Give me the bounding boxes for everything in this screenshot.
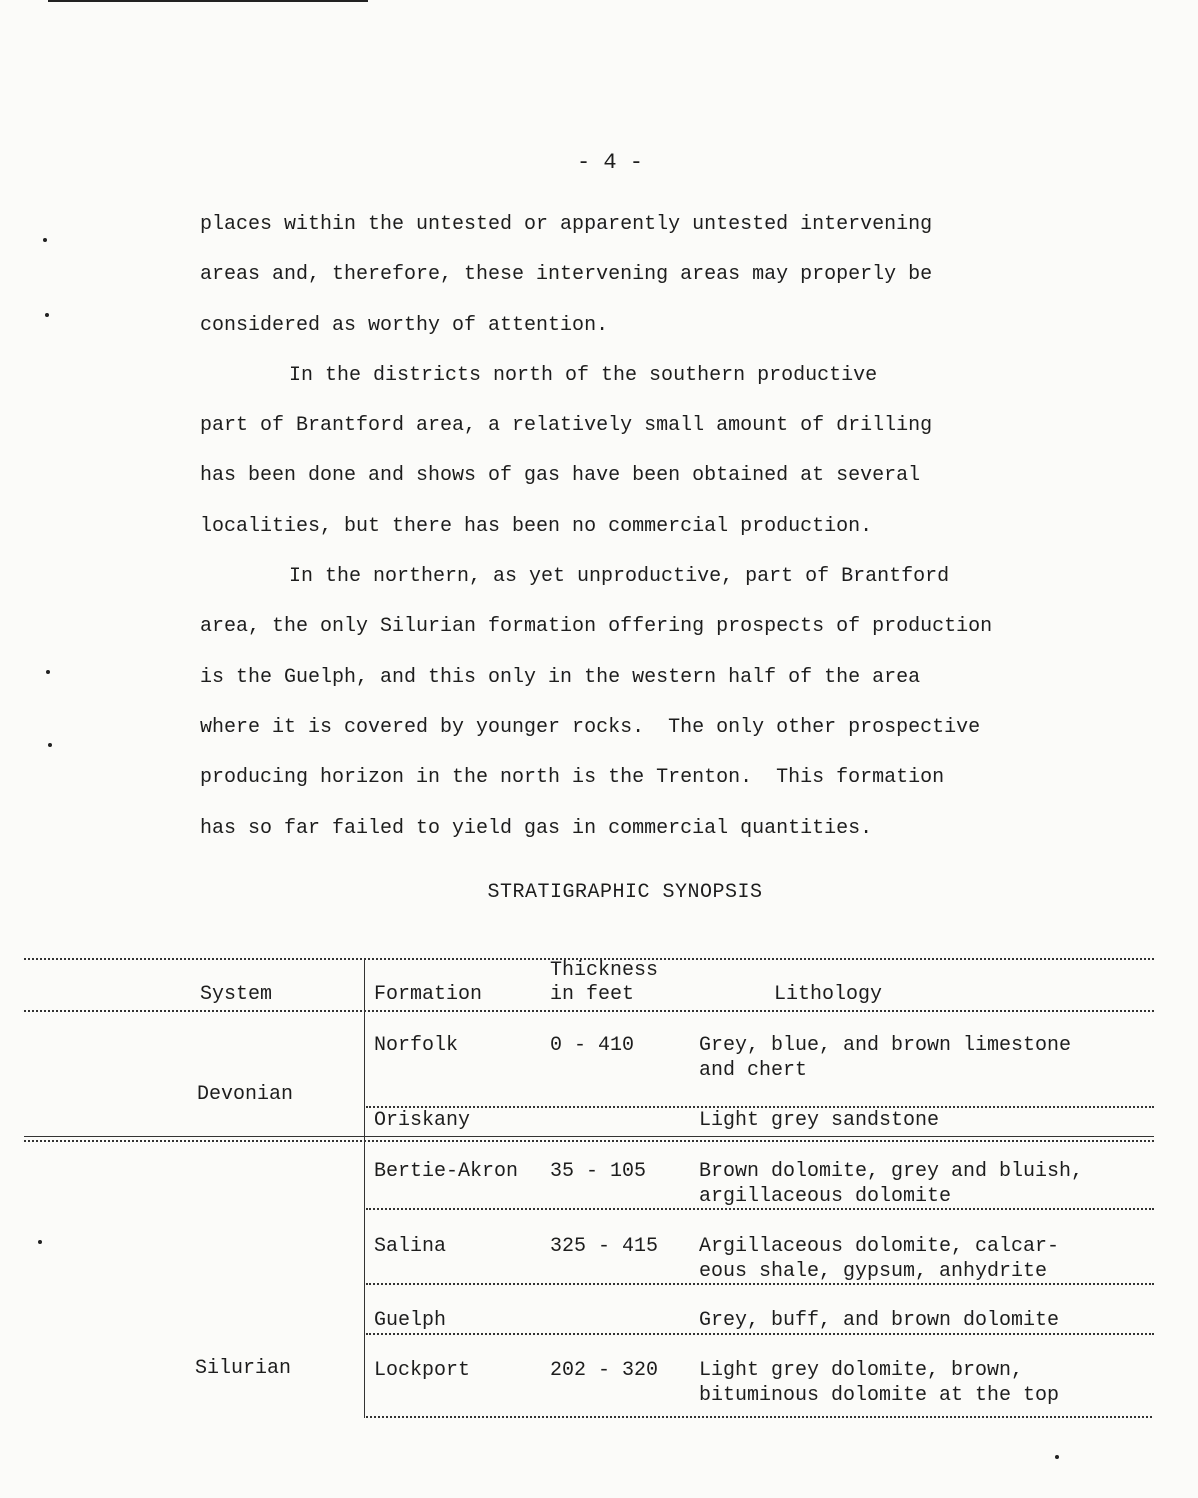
text-line: producing horizon in the north is the Trenton. This formation — [200, 766, 945, 790]
text-line: has so far failed to yield gas in commercial quantities. — [200, 816, 873, 840]
page-number: - 4 - — [576, 150, 643, 175]
formation-cell: Lockport — [374, 1359, 471, 1382]
header-thickness: Thickness — [550, 959, 659, 982]
text-line: In the districts north of the southern productive — [289, 363, 878, 387]
system-silurian: Silurian — [195, 1357, 292, 1380]
scan-speck — [43, 238, 47, 242]
lithology-cell: and chert — [699, 1059, 808, 1082]
text-line: localities, but there has been no commercial production. — [200, 514, 873, 538]
scan-speck — [45, 313, 49, 317]
text-line: where it is covered by younger rocks. The only other prospective — [200, 715, 981, 739]
text-line: is the Guelph, and this only in the western half of the area — [200, 665, 921, 689]
scan-speck — [48, 743, 52, 747]
header-system: System — [200, 983, 273, 1006]
lithology-cell: eous shale, gypsum, anhydrite — [699, 1260, 1048, 1283]
formation-cell: Oriskany — [374, 1109, 471, 1132]
table-rule-system-divider — [24, 1140, 1154, 1142]
formation-cell: Norfolk — [374, 1034, 459, 1057]
lithology-cell: bituminous dolomite at the top — [699, 1384, 1060, 1407]
text-line: areas and, therefore, these intervening areas may properly be — [200, 263, 933, 287]
text-line: part of Brantford area, a relatively small amount of drilling — [200, 414, 933, 438]
formation-cell: Guelph — [374, 1309, 447, 1332]
header-thickness: in feet — [550, 983, 635, 1006]
section-title: STRATIGRAPHIC SYNOPSIS — [487, 881, 763, 904]
text-line: has been done and shows of gas have been obtained at several — [200, 464, 921, 488]
top-rule — [48, 0, 368, 2]
lithology-cell: Brown dolomite, grey and bluish, — [699, 1160, 1084, 1183]
thickness-cell: 0 - 410 — [550, 1034, 635, 1057]
thickness-cell: 202 - 320 — [550, 1359, 659, 1382]
thickness-cell: 35 - 105 — [550, 1160, 647, 1183]
lithology-cell: Grey, blue, and brown limestone — [699, 1034, 1072, 1057]
lithology-cell: Light grey dolomite, brown, — [699, 1359, 1024, 1382]
text-line: In the northern, as yet unproductive, part of Brantford — [289, 565, 950, 589]
table-column-rule — [364, 958, 365, 1418]
header-lithology: Lithology — [774, 983, 883, 1006]
lithology-cell: argillaceous dolomite — [699, 1185, 952, 1208]
scan-speck — [1055, 1455, 1059, 1459]
stratigraphic-table — [24, 958, 1154, 1420]
text-line: considered as worthy of attention. — [200, 313, 609, 337]
formation-cell: Bertie-Akron — [374, 1160, 519, 1183]
lithology-cell: Argillaceous dolomite, calcar- — [699, 1235, 1060, 1258]
lithology-cell: Light grey sandstone — [699, 1109, 940, 1132]
table-rule-bottom — [366, 1416, 1152, 1418]
scan-speck — [46, 670, 50, 674]
header-formation: Formation — [374, 983, 483, 1006]
thickness-cell: 325 - 415 — [550, 1235, 659, 1258]
table-rule-header — [24, 1010, 1154, 1012]
table-rule — [366, 1333, 1154, 1335]
table-rule-system-divider — [24, 1136, 1154, 1137]
body-text — [200, 200, 1060, 854]
system-devonian: Devonian — [197, 1083, 294, 1106]
text-line: area, the only Silurian formation offering prospects of production — [200, 615, 993, 639]
text-line: places within the untested or apparently untested intervening — [200, 213, 933, 236]
lithology-cell: Grey, buff, and brown dolomite — [699, 1309, 1060, 1332]
scan-speck — [38, 1240, 42, 1244]
formation-cell: Salina — [374, 1235, 447, 1258]
